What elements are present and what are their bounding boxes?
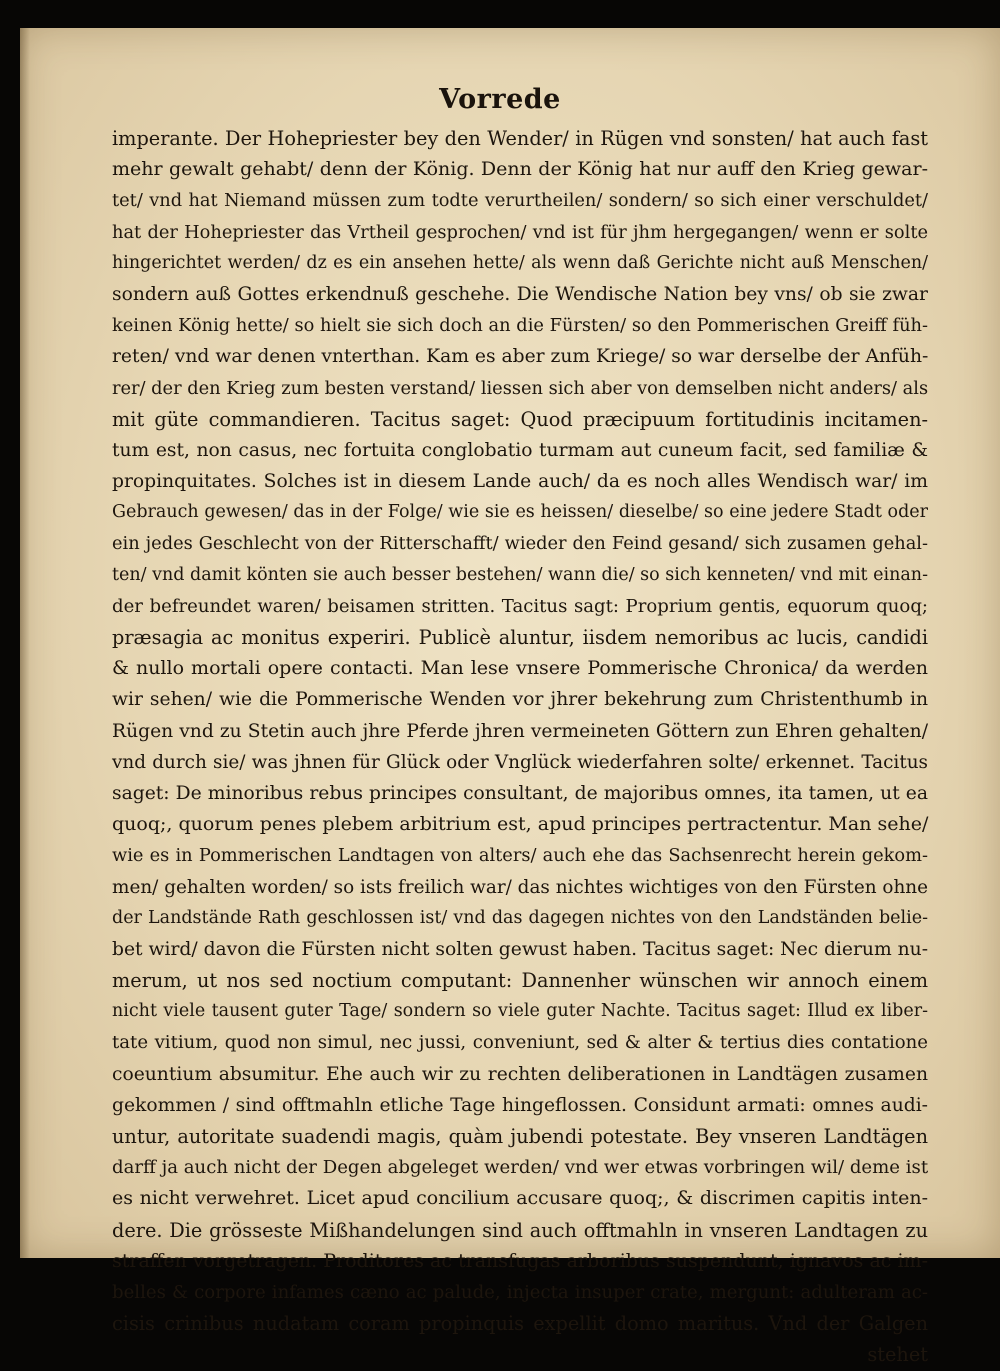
- text-line: præsagia ac monitus experiri. Publicè aluntur, iisdem nemoribus ac lucis, candidi: [112, 626, 928, 649]
- text-line: coeuntium absumitur. Ehe auch wir zu rechten deliberationen in Landtägen zusamen: [112, 1063, 928, 1085]
- text-line: hingerichtet werden/ dz es ein ansehen hette/ als wenn daß Gerichte nicht auß Menschen/: [112, 252, 928, 273]
- page-edge-shadow: [20, 28, 30, 1258]
- text-line: der Landstände Rath geschlossen ist/ vnd das dagegen nichtes von den Landständen belie-: [112, 907, 928, 928]
- text-line: straffen vorgetragen. Proditores ac transfugas arboribus suspendunt, ignavos ac im-: [112, 1249, 928, 1272]
- text-line: keinen König hette/ so hielt sie sich doch an die Fürsten/ so den Pommerischen Greiff füh-: [112, 315, 928, 337]
- text-line: hat der Hohepriester das Vrtheil gesprochen/ vnd ist für jhm hergegangen/ wenn er solte: [112, 221, 928, 243]
- text-line: dere. Die grösseste Mißhandelungen sind auch offtmahln in vnseren Landtagen zu: [112, 1218, 928, 1242]
- text-line: men/ gehalten worden/ so ists freilich war/ das nichtes wichtiges von den Fürsten ohne: [112, 876, 929, 898]
- text-line: rer/ der den Krieg zum besten verstand/ liessen sich aber von demselben nicht anders/ als: [112, 377, 929, 399]
- text-line: propinquitates. Solches ist in diesem Lande auch/ da es noch alles Wendisch war/ im: [112, 471, 928, 493]
- text-line: gekommen / sind offtmahln etliche Tage hingeflossen. Considunt armati: omnes audi-: [112, 1094, 928, 1116]
- text-line: stehet: [867, 1343, 928, 1367]
- text-line: quoq;, quorum penes plebem arbitrium est, apud principes pertractentur. Man sehe/: [112, 813, 929, 836]
- text-line: untur, autoritate suadendi magis, quàm jubendi potestate. Bey vnseren Landtägen: [112, 1125, 928, 1148]
- text-line: mehr gewalt gehabt/ denn der König. Denn der König hat nur auff den Krieg gewar-: [112, 158, 928, 181]
- text-line: merum, ut nos sed noctium computant: Dannenher wünschen wir annoch einem: [112, 969, 928, 993]
- text-line: bet wird/ davon die Fürsten nicht solten gewust haben. Tacitus saget: Nec dierum nu-: [112, 938, 929, 960]
- text-line: es nicht verwehret. Licet apud concilium accusare quoq;, & discrimen capitis inten-: [112, 1187, 928, 1210]
- text-line: wie es in Pommerischen Landtagen von alters/ auch ehe das Sachsenrecht herein gekom-: [112, 845, 928, 867]
- text-line: tet/ vnd hat Niemand müssen zum todte verurtheilen/ sondern/ so sich einer verschuldet/: [112, 190, 928, 212]
- text-line: der befreundet waren/ beisamen stritten. Tacitus sagt: Proprium gentis, equorum quoq;: [112, 595, 928, 617]
- body-text: [112, 123, 928, 1371]
- text-line: Rügen vnd zu Stetin auch jhre Pferde jhren vermeineten Göttern zun Ehren gehalten/: [112, 720, 928, 742]
- text-line: vnd durch sie/ was jhnen für Glück oder Vnglück wiederfahren solte/ erkennet. Tacitus: [112, 751, 928, 773]
- text-line: mit güte commandieren. Tacitus saget: Quod præcipuum fortitudinis incitamen-: [112, 407, 928, 431]
- text-line: darff ja auch nicht der Degen abgeleget werden/ vnd wer etwas vorbringen wil/ deme ist: [112, 1157, 929, 1179]
- text-line: reten/ vnd war denen vnterthan. Kam es aber zum Kriege/ so war derselbe der Anfüh-: [112, 346, 929, 368]
- text-line: tum est, non casus, nec fortuita conglobatio turmam aut cuneum facit, sed familiæ &: [112, 439, 928, 461]
- text-line: sondern auß Gottes erkendnuß geschehe. Die Wendische Nation bey vns/ ob sie zwar: [112, 283, 928, 305]
- running-header: Vorrede: [439, 84, 561, 115]
- text-line: ein jedes Geschlecht von der Ritterschafft/ wieder den Feind gesand/ sich zusamen gehal-: [112, 533, 928, 555]
- text-line: nicht viele tausent guter Tage/ sondern so viele guter Nachte. Tacitus saget: Illud ex liber-: [112, 1001, 928, 1022]
- text-line: tate vitium, quod non simul, nec jussi, conveniunt, sed & alter & tertius dies contatione: [112, 1032, 928, 1054]
- text-line: wir sehen/ wie die Pommerische Wenden vor jhrer bekehrung zum Christenthumb in: [112, 689, 928, 711]
- text-line: belles & corpore infames cæno ac palude, injecta insuper crate, mergunt: adulteram ac-: [112, 1281, 928, 1303]
- text-line: imperante. Der Hohepriester bey den Wender/ in Rügen vnd sonsten/ hat auch fast: [112, 127, 928, 150]
- text-line: cisis crinibus nudatam coram propinquis expellit domo maritus. Vnd der Galgen: [112, 1312, 928, 1336]
- text-line: & nullo mortali opere contacti. Man lese vnsere Pommerische Chronica/ da werden: [112, 657, 928, 680]
- text-line: ten/ vnd damit könten sie auch besser bestehen/ wann die/ so sich kenneten/ vnd mit einan-: [112, 564, 928, 585]
- text-line: Gebrauch gewesen/ das in der Folge/ wie sie es heissen/ dieselbe/ so eine jedere Stadt oder: [112, 502, 928, 523]
- text-line: saget: De minoribus rebus principes consultant, de majoribus omnes, ita tamen, ut ea: [112, 782, 928, 804]
